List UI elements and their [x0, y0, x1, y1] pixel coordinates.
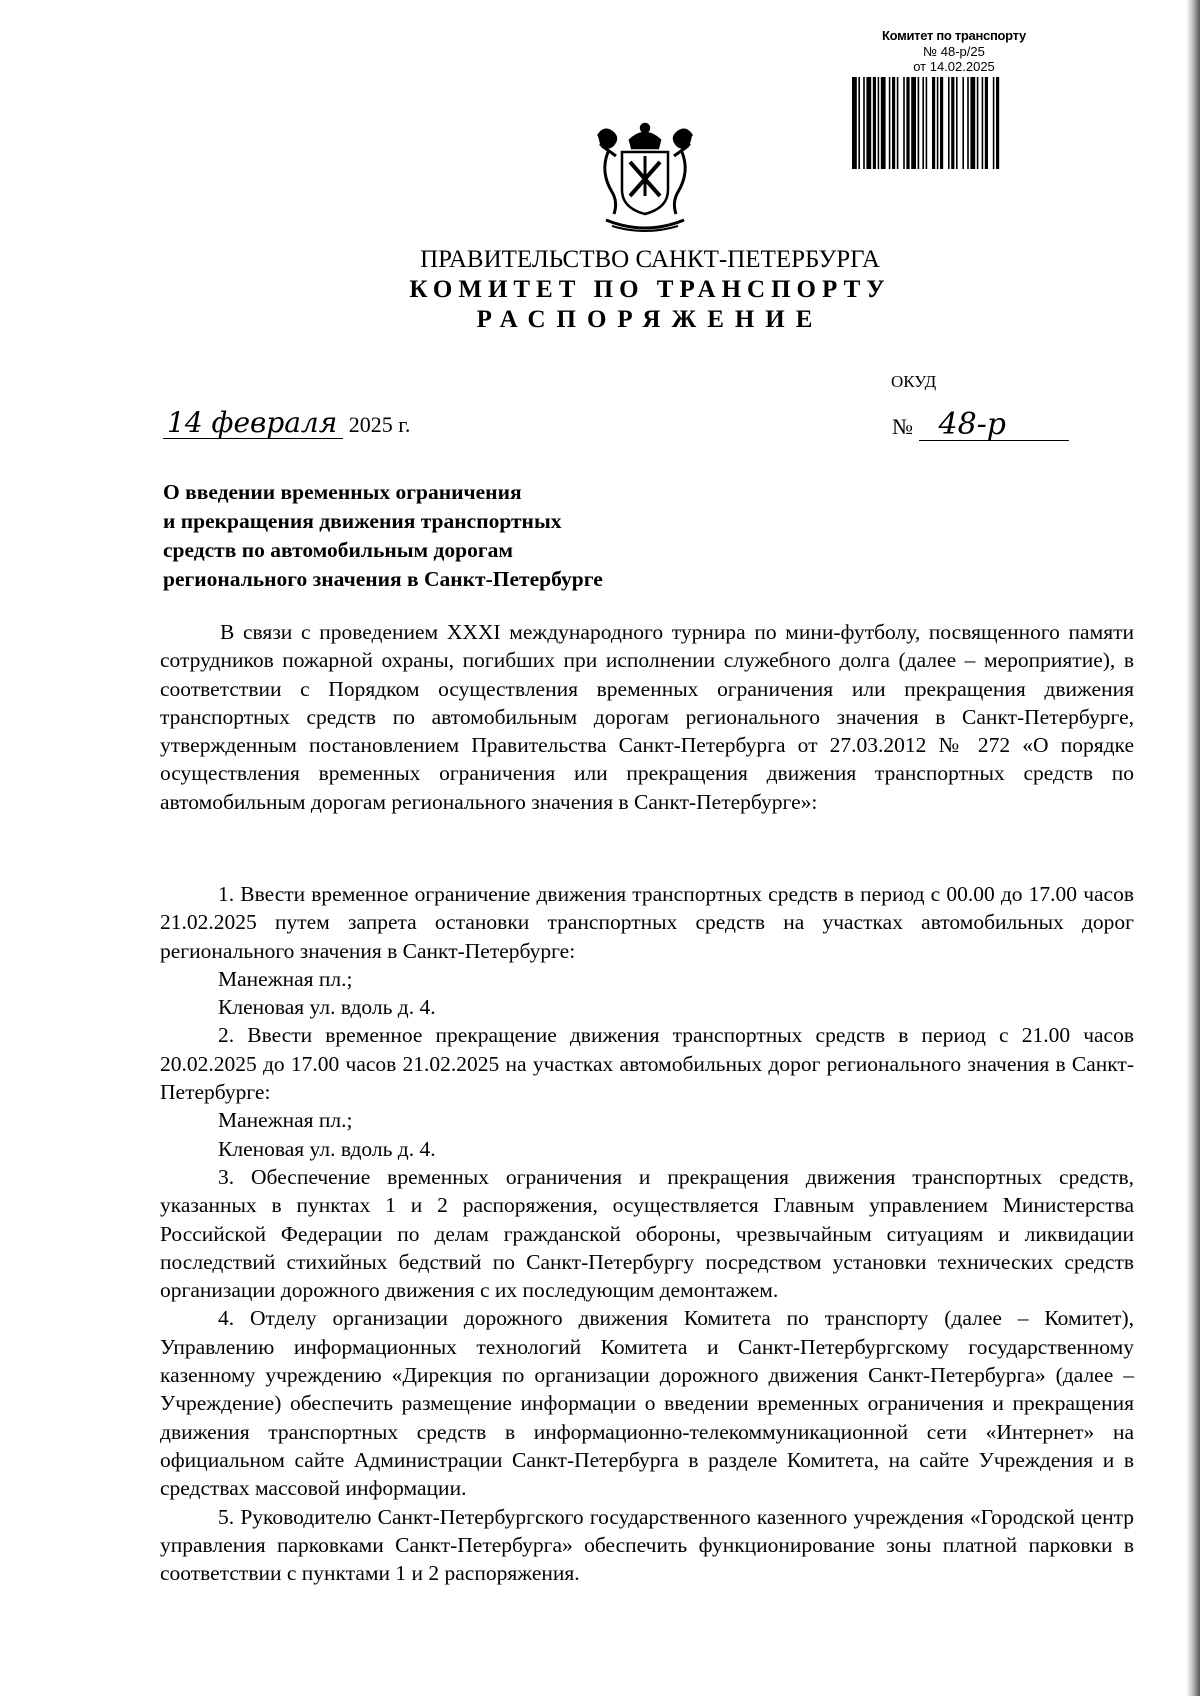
barcode — [852, 77, 1057, 169]
barcode-bar — [858, 77, 860, 169]
stamp-committee: Комитет по транспорту — [882, 28, 1026, 43]
barcode-bar — [956, 77, 958, 169]
preamble-paragraph: В связи с проведением XXXI международного турнира по мини-футболу, посвященного памяти сотрудников пожарной охраны, погибших при исполнении служебного долга (далее – мероприятие), в соответствии с Порядком осуществления временных ограничения или прекращения движения транспортных средств по автомобильным дорогам регионального значения в Санкт-Петербурге, утвержденным постановлением Правительства Санкт-Петербурга от 27.03.2012 № 272 «О порядке осуществления временных ограничения или прекращения движения транспортных средств по автомобильным дорогам регионального значения в Санкт-Петербурге»: — [160, 620, 1134, 814]
barcode-bar — [922, 77, 924, 169]
committee-title: КОМИТЕТ ПО ТРАНСПОРТУ — [409, 276, 891, 303]
subject-line: регионального значения в Санкт-Петербурге — [163, 567, 603, 591]
order-items — [160, 880, 1134, 1587]
barcode-bar — [984, 77, 987, 169]
order-item-location: Кленовая ул. вдоль д. 4. — [218, 1136, 436, 1161]
government-title: ПРАВИТЕЛЬСТВО САНКТ-ПЕТЕРБУРГА — [420, 246, 880, 273]
barcode-bar — [917, 77, 919, 169]
order-item: 4. Отделу организации дорожного движения Комитета по транспорту (далее – Комитет), Управлению информационных технологий Комитета и Санкт-Петербургскому государственному казенному учреждению «Дирекция по организации дорожного движения Санкт-Петербурга» (далее – Учреждение) обеспечить размещение информации о введении временных ограничения и прекращения движения транспортных средств в информационно-телекоммуникационной сети «Интернет» на официальном сайте Администрации Санкт-Петербурга в разделе Комитета, на сайте Учреждения и в средствах массовой информации. — [160, 1306, 1134, 1501]
subject-line: и прекращения движения транспортных — [163, 509, 562, 533]
order-item: 2. Ввести временное прекращение движения транспортных средств в период с 21.00 часов 20.02.2025 до 17.00 часов 21.02.2025 на участках автомобильных дорог регионального значения в Санкт-Петербурге: — [160, 1023, 1134, 1105]
barcode-bar — [877, 77, 879, 169]
stamp-number: № 48-р/25 — [923, 44, 985, 59]
stamp-date: от 14.02.2025 — [913, 59, 995, 74]
barcode-bar — [992, 77, 994, 169]
order-item-location: Манежная пл.; — [218, 1108, 353, 1133]
handwritten-date: 14 февраля — [163, 408, 343, 439]
okud-label: ОКУД — [891, 372, 937, 391]
subject-line: О введении временных ограничения — [163, 480, 522, 504]
barcode-bar — [906, 77, 909, 169]
order-item-location: Манежная пл.; — [218, 966, 353, 991]
barcode-bar — [932, 77, 935, 169]
registration-stamp — [848, 28, 1060, 169]
barcode-bar — [970, 77, 975, 169]
barcode-bar — [852, 77, 857, 169]
barcode-bar — [863, 77, 865, 169]
document-type-title: РАСПОРЯЖЕНИЕ — [476, 306, 824, 333]
document-date — [163, 408, 410, 439]
barcode-bar — [896, 77, 898, 169]
barcode-bar — [888, 77, 890, 169]
barcode-bar — [981, 77, 983, 169]
date-year: 2025 г. — [348, 412, 411, 437]
barcode-bar — [976, 77, 978, 169]
barcode-bar — [951, 77, 954, 169]
barcode-bar — [880, 77, 885, 169]
barcode-bar — [925, 77, 927, 169]
order-item: 5. Руководителю Санкт-Петербургского государственного казенного учреждения «Городской центр управления парковками Санкт-Петербурга» обеспечить функционирование зоны платной парковки в соответствии с пунктами 1 и 2 распоряжения. — [160, 1504, 1134, 1586]
barcode-bar — [996, 77, 999, 169]
barcode-bar — [948, 77, 950, 169]
order-item: 3. Обеспечение временных ограничения и прекращения движения транспортных средств, указанных в пунктах 1 и 2 распоряжения, осуществляется Главным управлением Министерства Российской Федерации по делам гражданской обороны, чрезвычайным ситуациям и ликвидации последствий стихийных бедствий по Санкт-Петербургу посредством установки технических средств организации дорожного движения с их последующим демонтажем. — [160, 1164, 1134, 1303]
document-number — [892, 407, 1069, 442]
barcode-bar — [866, 77, 871, 169]
subject-line: средств по автомобильным дорогам — [163, 538, 514, 562]
handwritten-number: 48-р — [919, 410, 1069, 441]
barcode-bar — [967, 77, 969, 169]
barcode-bar — [911, 77, 916, 169]
order-item: 1. Ввести временное ограничение движения транспортных средств в период с 00.00 до 17.00 часов 21.02.2025 путем запрета остановки транспортных средств на участках автомобильных дорог регионального значения в Санкт-Петербурге: — [160, 882, 1134, 963]
barcode-bar — [936, 77, 938, 169]
coat-of-arms-icon — [592, 122, 698, 234]
barcode-bar — [872, 77, 875, 169]
document-subject — [163, 478, 603, 594]
barcode-bar — [892, 77, 895, 169]
order-item-location: Кленовая ул. вдоль д. 4. — [218, 995, 436, 1020]
number-prefix: № — [892, 414, 913, 439]
barcode-bar — [962, 77, 964, 169]
scan-edge — [1186, 0, 1200, 1696]
barcode-bar — [903, 77, 905, 169]
barcode-bar — [940, 77, 943, 169]
